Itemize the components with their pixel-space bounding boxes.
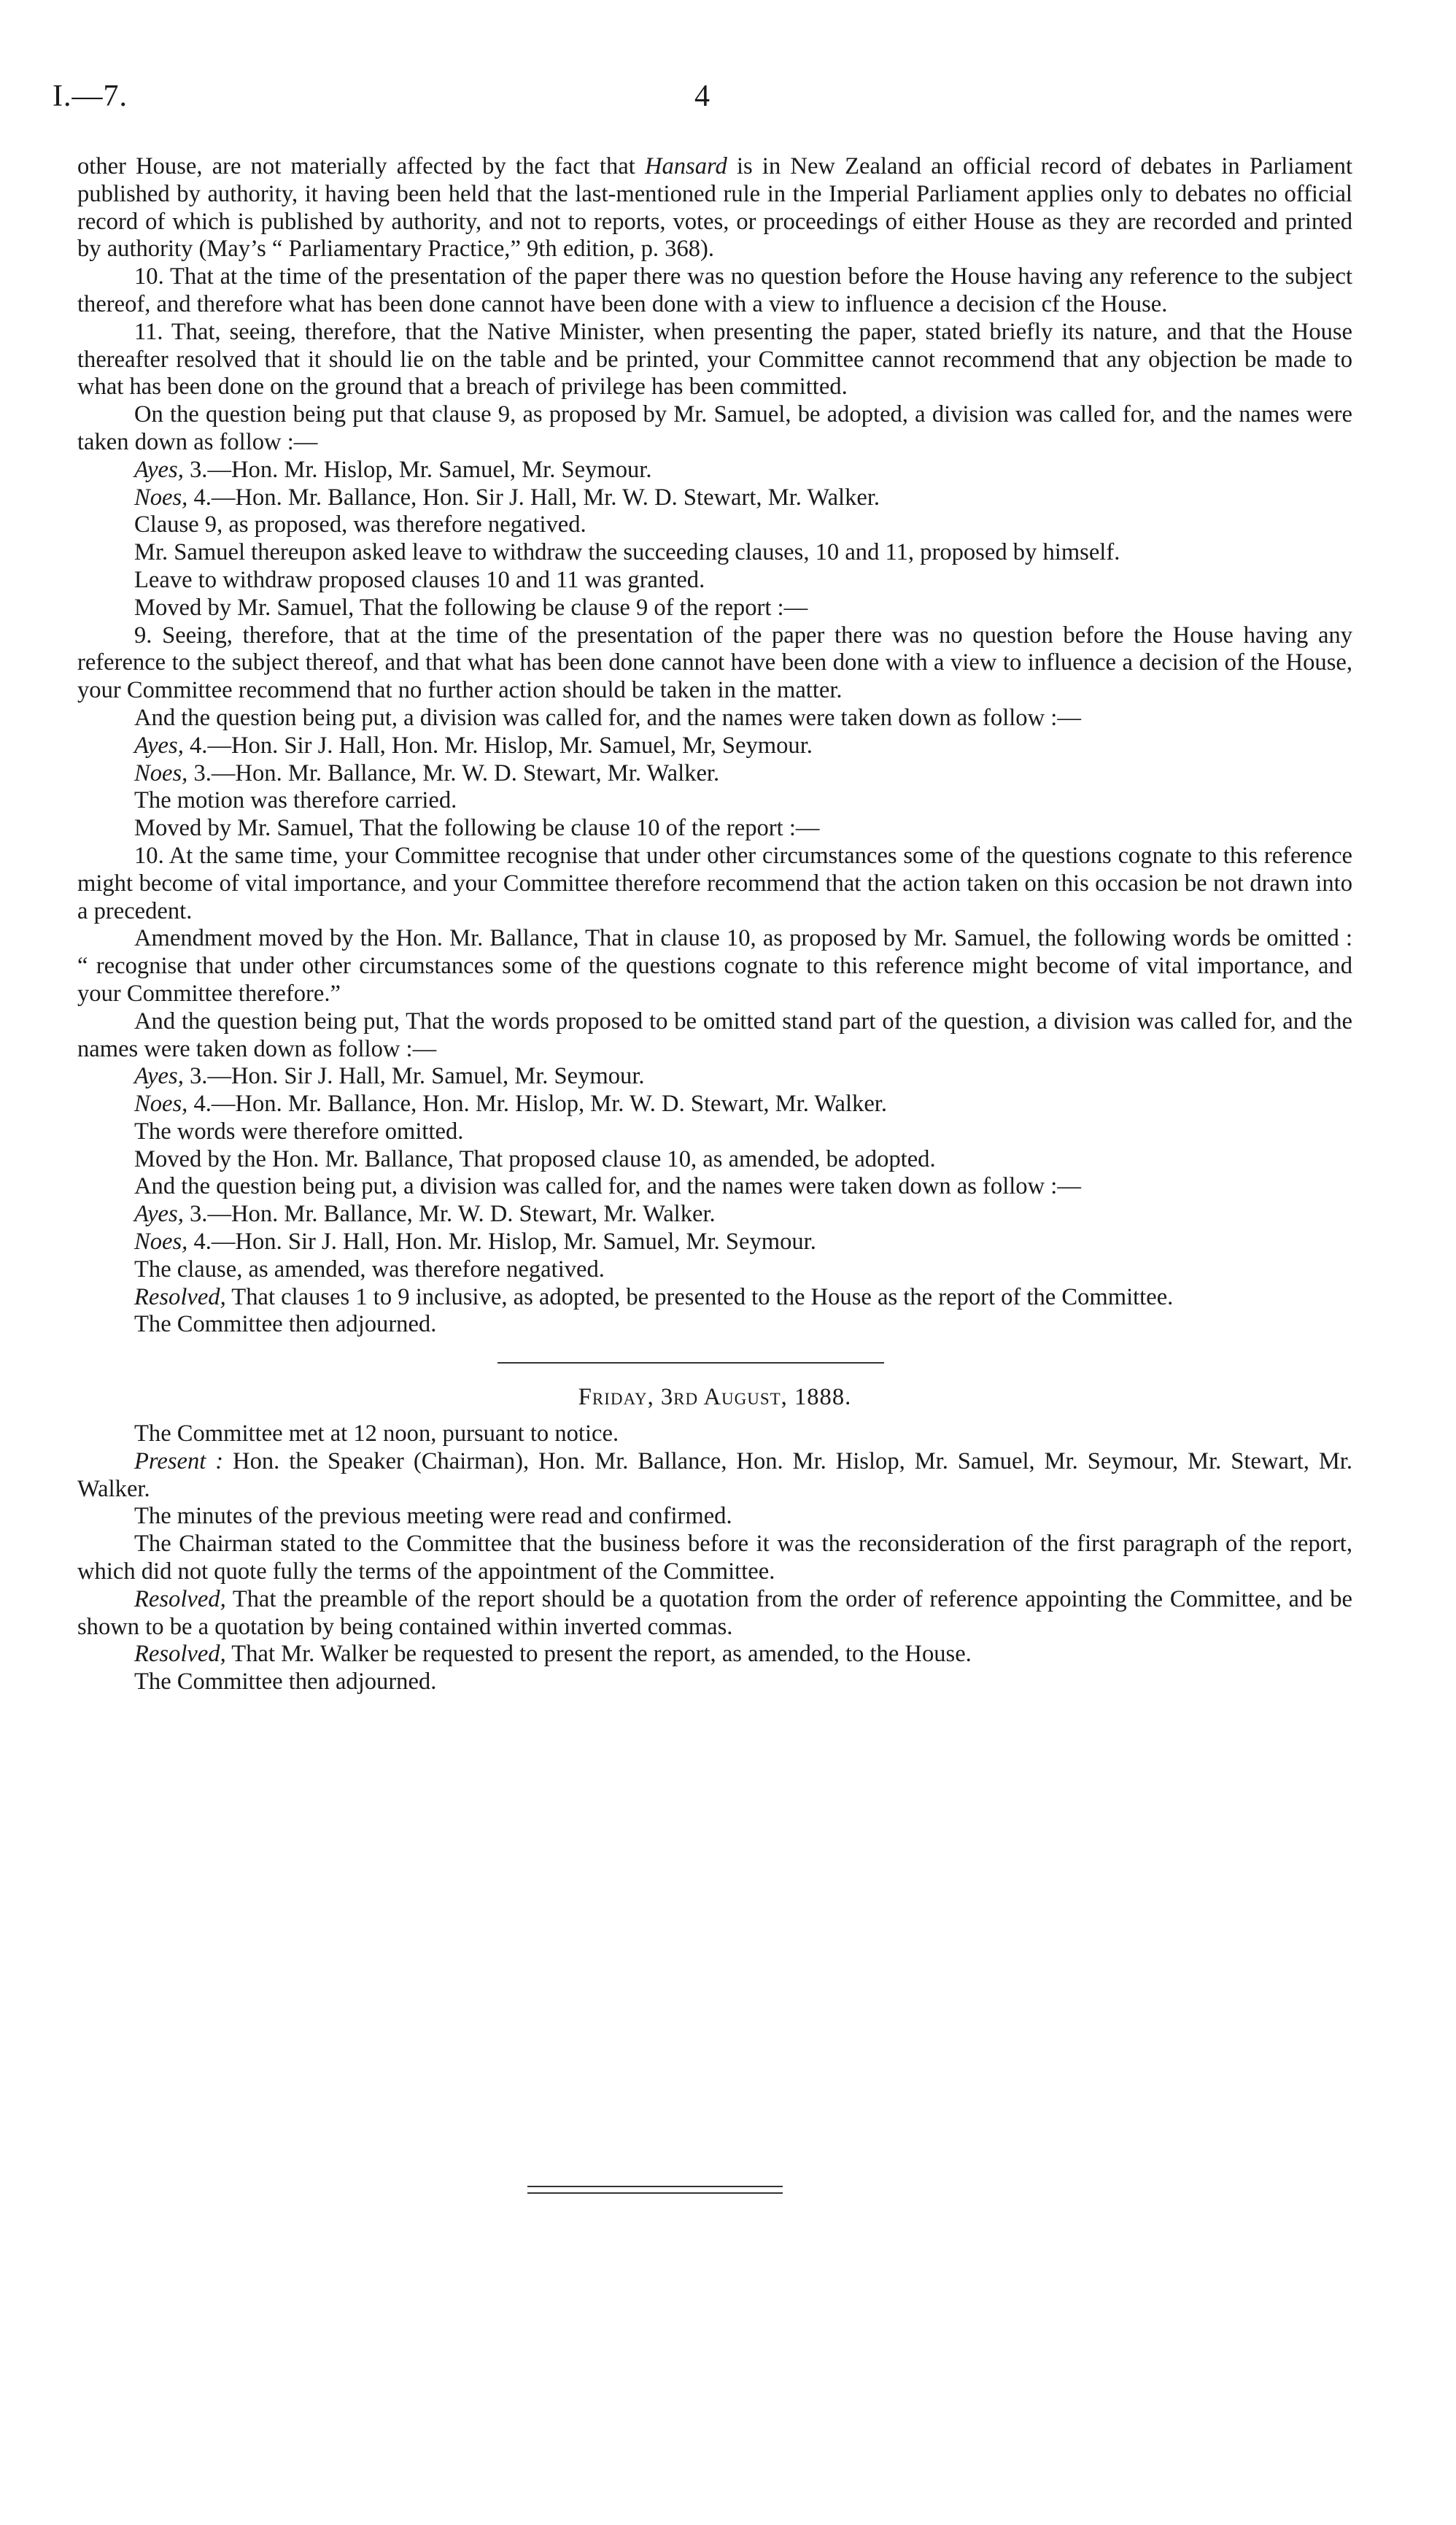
text-run: 4.—Hon. Mr. Ballance, Hon. Mr. Hislop, Mr. W. D. Stewart, Mr. Walker. xyxy=(187,1091,887,1118)
text-run: 3.—Hon. Mr. Hislop, Mr. Samuel, Mr. Seymour. xyxy=(183,456,652,483)
text-run: The Committee met at 12 noon, pursuant to notice. xyxy=(134,1420,619,1447)
italic-term: Present : xyxy=(134,1447,224,1474)
text-run: Mr. Samuel thereupon asked leave to withdraw the succeeding clauses, 10 and 11, proposed by himself. xyxy=(134,539,1120,566)
italic-term: Resolved, xyxy=(134,1641,226,1668)
document-reference: I.—7. xyxy=(53,80,128,113)
italic-term: Hansard xyxy=(644,153,727,179)
text-run: 3.—Hon. Mr. Ballance, Mr. W. D. Stewart, Mr. Walker. xyxy=(183,1201,716,1228)
paragraph xyxy=(77,1118,1352,1146)
text-run: That the preamble of the report should be a quotation from the order of reference appointing the Committee, and be shown to be a quotation by being contained within inverted commas. xyxy=(77,1585,1352,1640)
text-run: is in New Zealand an official record of debates in Parliament published by authority, it having been held that the last-mentioned rule in the Imperial Parliament applies only to debates no official record of which is published by authority, and not to reports, votes, or proceedings of either House as they are recorded and printed by authority (May’s “ Parliamentary Practice,” 9th edition, p. 368). xyxy=(77,153,1352,263)
italic-term: Noes, xyxy=(134,1091,188,1118)
division-list xyxy=(77,1229,1352,1256)
italic-term: Noes, xyxy=(134,1229,188,1256)
page-number: 4 xyxy=(694,80,710,113)
text-run: On the question being put that clause 9, as proposed by Mr. Samuel, be adopted, a division was called for, and the names were taken down as follow :— xyxy=(77,401,1352,455)
text-run: The clause, as amended, was therefore negatived. xyxy=(134,1256,605,1283)
text-run: And the question being put, That the words proposed to be omitted stand part of the question, a division was called for, and the names were taken down as follow :— xyxy=(77,1008,1352,1062)
paragraph xyxy=(77,567,1352,595)
text-run: 3.—Hon. Mr. Ballance, Mr. W. D. Stewart, Mr. Walker. xyxy=(187,759,720,786)
paragraph xyxy=(77,1256,1352,1284)
paragraph xyxy=(77,1503,1352,1531)
paragraph xyxy=(77,787,1352,815)
text-run: And the question being put, a division was called for, and the names were taken down as follow :— xyxy=(134,704,1081,731)
italic-term: Ayes, xyxy=(134,456,184,483)
text-run: The Committee then adjourned. xyxy=(134,1668,437,1695)
paragraph xyxy=(77,1008,1352,1064)
division-list xyxy=(77,732,1352,760)
paragraph xyxy=(77,705,1352,732)
text-run: 10. That at the time of the presentation of the paper there was no question before the House having any reference to the subject thereof, and therefore what has been done cannot have been done with a view to influence a decision cf the House. xyxy=(77,263,1352,317)
paragraph xyxy=(77,1531,1352,1586)
paragraph xyxy=(77,1284,1352,1312)
paragraph xyxy=(77,511,1352,539)
text-run: Moved by the Hon. Mr. Ballance, That proposed clause 10, as amended, be adopted. xyxy=(134,1145,936,1172)
text-run: The motion was therefore carried. xyxy=(134,787,457,814)
paragraph xyxy=(77,925,1352,1008)
text-run: other House, are not materially affected by the fact that xyxy=(77,153,645,179)
text-run: 4.—Hon. Sir J. Hall, Hon. Mr. Hislop, Mr. Samuel, Mr. Seymour. xyxy=(187,1229,816,1256)
paragraph xyxy=(77,319,1352,401)
page-header xyxy=(53,79,1336,123)
paragraph xyxy=(77,1586,1352,1642)
body-text xyxy=(77,153,1352,1696)
italic-term: Noes, xyxy=(134,484,188,511)
text-run: That Mr. Walker be requested to present the report, as amended, to the House. xyxy=(225,1641,972,1668)
division-list xyxy=(77,1091,1352,1118)
italic-term: Resolved, xyxy=(134,1585,226,1612)
paragraph xyxy=(77,815,1352,843)
paragraph xyxy=(77,539,1352,567)
text-run: Clause 9, as proposed, was therefore negatived. xyxy=(134,511,586,538)
section-divider xyxy=(497,1362,884,1364)
paragraph xyxy=(77,263,1352,319)
division-list xyxy=(77,760,1352,788)
division-list xyxy=(77,1201,1352,1229)
text-run: The words were therefore omitted. xyxy=(134,1118,464,1145)
paragraph xyxy=(77,1668,1352,1696)
text-run: 4.—Hon. Sir J. Hall, Hon. Mr. Hislop, Mr. Samuel, Mr, Seymour. xyxy=(183,732,813,759)
division-list xyxy=(77,484,1352,512)
italic-term: Ayes, xyxy=(134,1201,184,1228)
paragraph xyxy=(77,1173,1352,1201)
text-run: Moved by Mr. Samuel, That the following be clause 10 of the report :— xyxy=(134,815,820,842)
italic-term: Resolved, xyxy=(134,1283,226,1310)
text-run: 4.—Hon. Mr. Ballance, Hon. Sir J. Hall, Mr. W. D. Stewart, Mr. Walker. xyxy=(187,484,880,511)
text-run: 3.—Hon. Sir J. Hall, Mr. Samuel, Mr. Seymour. xyxy=(183,1063,645,1090)
paragraph xyxy=(77,401,1352,457)
text-run: 10. At the same time, your Committee recognise that under other circumstances some of the questions cognate to this reference might become of vital importance, and your Committee therefore recommend that the action taken on this occasion be not drawn into a precedent. xyxy=(77,842,1352,924)
paragraph xyxy=(77,1641,1352,1668)
paragraph xyxy=(77,1420,1352,1448)
paragraph xyxy=(77,1311,1352,1339)
end-of-section-rule xyxy=(527,2186,783,2194)
minutes-section-previous xyxy=(77,153,1352,1339)
text-run: And the question being put, a division was called for, and the names were taken down as follow :— xyxy=(134,1173,1081,1200)
text-run: 9. Seeing, therefore, that at the time of the presentation of the paper there was no question before the House having any reference to the subject thereof, and that what has been done cannot have been done with a view to influence a decision of the House, your Committee recommend that no further action should be taken in the matter. xyxy=(77,622,1352,704)
text-run: Hon. the Speaker (Chairman), Hon. Mr. Ballance, Hon. Mr. Hislop, Mr. Samuel, Mr. Seymour, Mr. Stewart, Mr. Walker. xyxy=(77,1447,1352,1502)
paragraph xyxy=(77,153,1352,263)
italic-term: Ayes, xyxy=(134,1063,184,1090)
paragraph xyxy=(77,595,1352,622)
text-run: Leave to withdraw proposed clauses 10 and 11 was granted. xyxy=(134,566,705,593)
paragraph xyxy=(77,622,1352,705)
meeting-date-text: Friday, 3rd August, 1888. xyxy=(578,1384,852,1411)
meeting-date-heading xyxy=(77,1384,1352,1412)
division-list xyxy=(77,457,1352,484)
paragraph xyxy=(77,1146,1352,1174)
text-run: 11. That, seeing, therefore, that the Native Minister, when presenting the paper, stated briefly its nature, and that the House thereafter resolved that it should lie on the table and be printed, your Committee cannot recommend that any objection be made to what has been done on the ground that a breach of privilege has been committed. xyxy=(77,318,1352,401)
text-run: The minutes of the previous meeting were read and confirmed. xyxy=(134,1503,732,1530)
text-run: The Chairman stated to the Committee that the business before it was the reconsideration of the first paragraph of the report, which did not quote fully the terms of the appointment of the Committee. xyxy=(77,1531,1352,1585)
text-run: That clauses 1 to 9 inclusive, as adopted, be presented to the House as the report of the Committee. xyxy=(225,1283,1174,1310)
minutes-section-friday xyxy=(77,1420,1352,1696)
division-list xyxy=(77,1063,1352,1091)
text-run: The Committee then adjourned. xyxy=(134,1311,437,1338)
paragraph xyxy=(77,843,1352,925)
text-run: Moved by Mr. Samuel, That the following be clause 9 of the report :— xyxy=(134,594,808,621)
text-run: Amendment moved by the Hon. Mr. Ballance, That in clause 10, as proposed by Mr. Samuel, the following words be omitted : “ recognise that under other circumstances some of the questions cognate to this reference might become of vital importance, and your Committee therefore.” xyxy=(77,925,1352,1007)
italic-term: Ayes, xyxy=(134,732,184,759)
italic-term: Noes, xyxy=(134,759,188,786)
paragraph xyxy=(77,1448,1352,1504)
